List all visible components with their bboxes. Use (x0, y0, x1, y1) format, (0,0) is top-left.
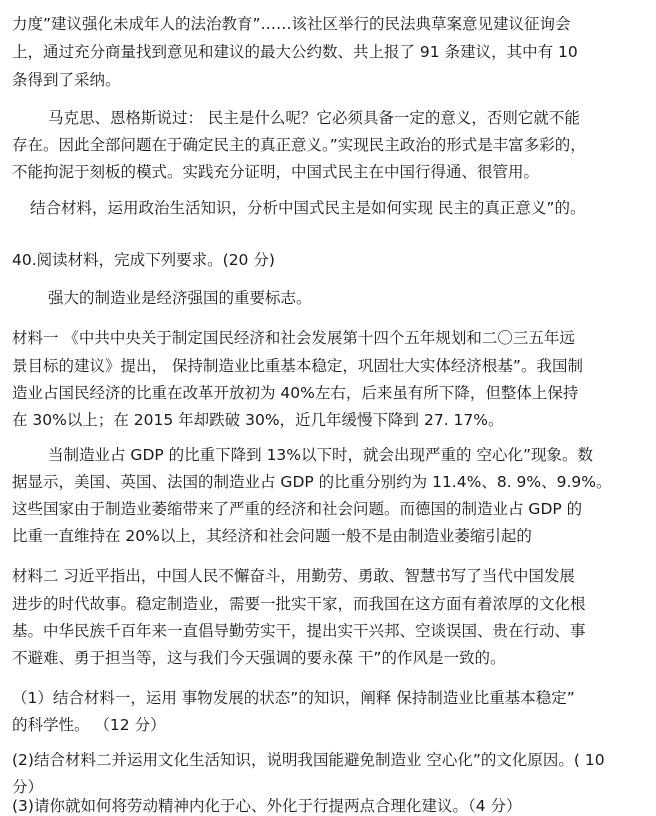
question-heading: 40.阅读材料，完成下列要求。(20 分) (12, 251, 275, 269)
text-line: 存在。因此全部问题在于确定民主的真正意义。”实现民主政治的形式是丰富多彩的， (12, 136, 586, 154)
text-line: 上，通过充分商量找到意见和建议的最大公约数、共上报了 91 条建议，其中有 10 (12, 43, 578, 61)
intro-line: 强大的制造业是经济强国的重要标志。 (48, 289, 312, 307)
text-line: 条得到了采纳。 (12, 71, 121, 89)
text-line: 据显示，美国、英国、法国的制造业占 GDP 的比重分别约为 11.4%、8. 9%、9.9%。 (12, 473, 612, 491)
text-line: 不避难、勇于担当等，这与我们今天强调的要永葆 干”的作风是一致的。 (12, 649, 506, 667)
text-line: 马克思、恩格斯说过： 民主是什么呢？它必须具备一定的意义，否则它就不能 (48, 109, 580, 127)
sub-question-2-cont: 分） (12, 778, 44, 796)
text-line: 材料二 习近平指出，中国人民不懈奋斗，用勤劳、勇敢、智慧书写了当代中国发展 (12, 567, 575, 585)
sub-question-3: (3)请你就如何将劳动精神内化于心、外化于行提两点合理化建议。（4 分） (12, 797, 522, 815)
text-line: 不能拘泥于刻板的模式。实践充分证明，中国式民主在中国行得通、很管用。 (12, 163, 540, 181)
sub-question-1-cont: 的科学性。 （12 分） (12, 716, 166, 734)
text-line: 景目标的建议》提出， 保持制造业比重基本稳定，巩固壮大实体经济根基”。我国制 (12, 357, 583, 375)
text-line: 这些国家由于制造业萎缩带来了严重的经济和社会问题。而德国的制造业占 GDP 的 (12, 500, 583, 518)
question-prompt: 结合材料，运用政治生活知识，分析中国式民主是如何实现 民主的真正意义”的。 (30, 199, 586, 217)
sub-question-1: （1）结合材料一，运用 事物发展的状态”的知识，阐释 保持制造业比重基本稳定” (12, 689, 575, 707)
text-line: 造业占国民经济的比重在改革开放初为 40%左右，后来虽有所下降，但整体上保持 (12, 384, 579, 402)
text-line: 力度”建议强化未成年人的法治教育”……该社区举行的民法典草案意见建议征询会 (12, 15, 571, 33)
sub-question-2: (2)结合材料二并运用文化生活知识，说明我国能避免制造业 空心化”的文化原因。( 10 (12, 751, 605, 769)
text-line: 比重一直维持在 20%以上，其经济和社会问题一般不是由制造业萎缩引起的 (12, 527, 532, 545)
text-line: 材料一 《中共中央关于制定国民经济和社会发展第十四个五年规划和二〇三五年远 (12, 329, 575, 347)
text-line: 在 30%以上；在 2015 年却跌破 30%，近几年缓慢下降到 27. 17%。 (12, 411, 504, 429)
text-line: 基。中华民族千百年来一直倡导勤劳实干，提出实干兴邦、空谈误国、贵在行动、事 (12, 622, 586, 640)
text-line: 当制造业占 GDP 的比重下降到 13%以下时，就会出现严重的 空心化”现象。数 (48, 446, 593, 464)
text-line: 进步的时代故事。稳定制造业，需要一批实干家，而我国在这方面有着浓厚的文化根 (12, 595, 586, 613)
